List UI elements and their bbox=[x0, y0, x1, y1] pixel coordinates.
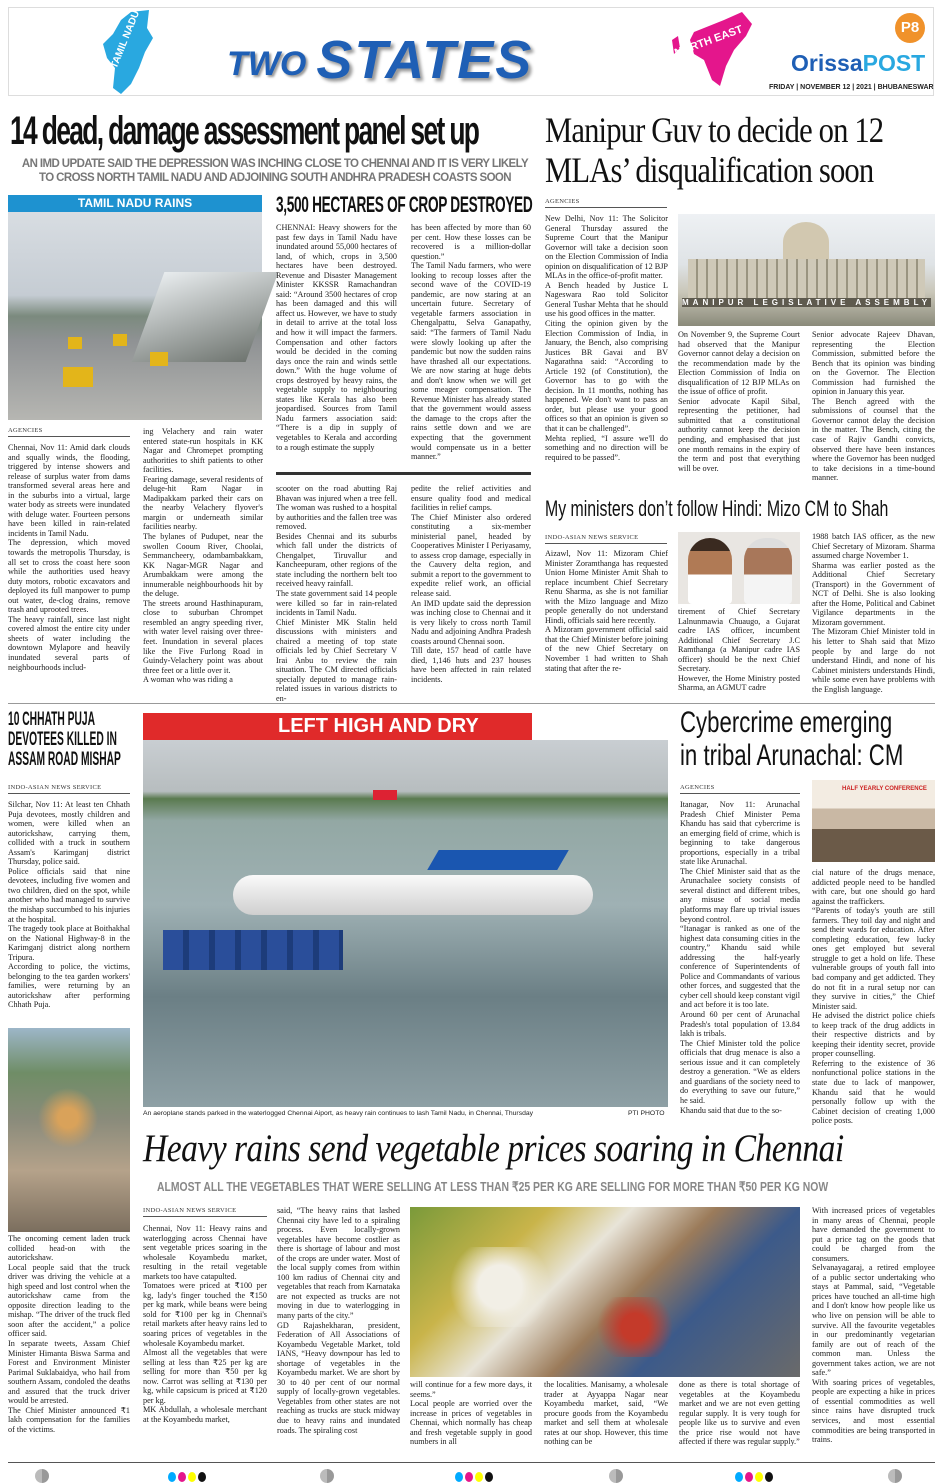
cybercrime-headline: Cybercrime emerging in tribal Arunachal: CM bbox=[680, 706, 904, 772]
photo-credit: PTI PHOTO bbox=[628, 1110, 665, 1117]
crop-col-1: CHENNAI: Heavy showers for the past few days in Tamil Nadu have inundated around 55,000 hectares of land, of which, crops in 3,500 hectares have been destroyed. Revenue and Disaster Management Minister KKSSR Ramachandran said: “Around 3500 hectares of crop has been damaged and this will affect us. However, we have to study in detail to arrive at the total loss and how it will impact the farmers. Compensation and other factors would be decided in the coming days once the rain and winds settle down.” With the huge volume of crops destroyed by heavy rains, the vegetable supply to neighbouring states like Kerala has also been jeopardised. Sources from Tamil Nadu farmers association said: “There is a dip in supply of vegetables to Kerala and according to a rough estimate the supply bbox=[276, 223, 397, 452]
vegetable-headline-box bbox=[143, 1126, 937, 1174]
zoramthanga-amit-shah-photo bbox=[678, 532, 800, 604]
chhath-headline: 10 CHHATH PUJA DEVOTEES KILLED IN ASSAM ROAD MISHAP bbox=[8, 709, 121, 770]
manipur-col-2: On November 9, the Supreme Court had observed that the Manipur Governor cannot delay a decision on the recommendation made by the Election Commission of India on disqualification of 12 BJP MLAs on the issue of office of profit. Senior advocate Kapil Sibal, representing the petitioner, had submitted that a constitutional authority cannot keep the decision pending, and emphasised that just one month remains in the expiry of the term and post that everything will be over. bbox=[678, 330, 800, 473]
conference-banner: HALF YEARLY CONFERENCE bbox=[842, 786, 927, 792]
mizo-headline-box bbox=[545, 496, 937, 524]
chhath-col-1: Silchar, Nov 11: At least ten Chhath Puja devotees, mostly children and women, were killed when an autorickshaw, carrying them, collided with a truck in southern Assam's Karimganj district Thursday, police said. Police officials said that nine devotees, including five women and two children, died on the spot, while another who had managed to survive the mishap succumbed to his injuries at the hospital. The tragedy took place at Boithakhal on the National Highway-8 in the Karimganj district along northern Tripura. According to police, the victims, belonging to the tea garden workers' families, were returning by an autorickshaw after performing Chhath Puja. bbox=[8, 800, 130, 1010]
dateline: FRIDAY | NOVEMBER 12 | 2021 | BHUBANESWAR bbox=[769, 84, 934, 91]
paper-logo: OrissaPOST bbox=[791, 50, 926, 76]
north-east-label: NORTH EAST bbox=[673, 23, 745, 60]
cmyk-marks bbox=[735, 1472, 773, 1482]
manipur-col-1: New Delhi, Nov 11: The Solicitor General Thursday assured the Supreme Court that the Manipur Governor will take a decision soon on the Election Commission of India opinion on disqualification of 12 BJP MLAs in the office-of-profit matter. A Bench headed by Justice L Nageswara Rao told Solicitor General Tushar Mehta that he should use his good offices in the matter. Citing the opinion given by the Election Commission of India, in January, the Bench, also comprising Justices BR Gavai and BV Nagarathna said: “According to Article 192 (of Constitution), the Governor has to go with the decision. In 11 months, nothing has happened. We don't want to pass an order, but please use your good offices so that an opinion is given so that it can be challenged”. Mehta replied, “I assure we'll do something and no direction will be required to be passed”. bbox=[545, 214, 668, 462]
tn-col-1: Chennai, Nov 11: Amid dark clouds and squally winds, the flooding, triggered by intense showers and release of surplus water from dams transformed several areas here and in the suburbs into a virtual, large water body as streets were inundated with deluge water. Fourteen persons have been killed in rain-related incidents in Tamil Nadu. The depression, which moved towards the metropolis Thursday, is all set to cross the coast here soon while the authorities used heavy duty motors, robotic excavators and deployed its full manpower to pump out water, de-clog drains, remove trash and uprooted trees. The heavy rainfall, since last night covered almost the entire city under sheets of water including the downtown Mylapore and heavily inundated several parts of neighbourhoods includ- bbox=[8, 443, 130, 672]
tamil-nadu-rains-label: TAMIL NADU RAINS bbox=[8, 195, 262, 212]
mizo-col-3: 1988 batch IAS officer, as the new Chief Secretary of Mizoram. Sharma assumed charge November 1. Sharma was earlier posted as the Additional Chief Secretary (Transport) in the Government of NCT of Delhi. She is also looking after the Home, Political and Cabinet Vigilance departments in the Mizoram government. The Mizoram Chief Minister told in his letter to Shah said that Mizo people by and large do not understand Hindi, and none of his Cabinet ministers understands Hindi, while some even have problems with the English language. bbox=[812, 532, 935, 694]
veg-col-5: done as there is total shortage of vegetables at the Koyambedu market and we are not even getting regular supply. It is very tough for people like us to survive and even the price rise would not have affected if there was regular supply.” bbox=[679, 1380, 800, 1447]
police-conference-photo bbox=[812, 780, 935, 862]
mizo-agency: INDO-ASIAN NEWS SERVICE bbox=[545, 534, 667, 544]
cmyk-marks bbox=[168, 1472, 206, 1482]
photo-caption: An aeroplane stands parked in the waterlogged Chennai Aiport, as heavy rain continues to lash Tamil Nadu, in Chennai, Thursday bbox=[143, 1110, 534, 1117]
cyber-col-2: cial nature of the drugs menace, addicted people need to be handled with care, but one should go hard against the traffickers. “Parents of today's youth are still farmers. They toil day and night and send their wards for education. After completing education, few lucky ones get employed but several struggle to get a hold on life. These vulnerable groups of youth fall into bad company and get addicted. They do not fit in a rural setup nor can they survive in cities,” the Chief Minister said. He advised the district police chiefs to keep track of the drug addicts in their respective districts and by keeping their identity secret, provide proper counselling. Referring to the existence of 36 nonfunctional police stations in the state due to lack of manpower, Khandu said that he would personally follow up with the Cabinet decision of creating 1,000 police posts. bbox=[812, 868, 935, 1126]
cmyk-marks bbox=[455, 1472, 493, 1482]
manipur-headline: Manipur Guv to decide on 12 MLAs’ disqualification soon bbox=[545, 110, 884, 190]
crop-col-2: has been affected by more than 60 per cent. How these losses can be recovered is a million-dollar question.” The Tamil Nadu farmers, who were looking to recoup losses after the second wave of the COVID-19 pandemic, are now staring at an uncertain future. Secretary of vegetable farmers association in Chengalpattu, Selva Ganapathy, said: “The farmers of Tamil Nadu were slowly looking up after the pandemic but now the sudden rains have thrashed all our expectations. We are now staring at huge debts and don't know when we will get some meager compensation. The Revenue Minister has already stated that the government would assess the damage to the crops after the rains settle down and we are expecting that the government would compensate us in a better manner.” bbox=[411, 223, 531, 462]
manipur-assembly-photo bbox=[678, 214, 935, 326]
manipur-headline-box bbox=[545, 110, 937, 192]
lead-subhead: AN IMD UPDATE SAID THE DEPRESSION WAS INCHING CLOSE TO CHENNAI AND IT IS VERY LIKELY TO CROSS NORTH TAMIL NADU AND ADJOINING SOUTH ANDHRA PRADESH COASTS SOON bbox=[21, 158, 529, 184]
mizo-col-2: tirement of Chief Secretary Lalnunmawia Chuaugo, a Gujarat cadre IAS officer, incumbent Additional Chief Secretary J.C Ramthanga (a Manipur cadre IAS officer) should be the next Chief Secretary. However, the Home Ministry posted Sharma, an AGMUT cadre bbox=[678, 607, 800, 693]
vegetable-subhead: ALMOST ALL THE VEGETABLES THAT WERE SELLING AT LESS THAN ₹25 PER KG ARE SELLING FOR MORE THAN ₹50 PER KG NOW bbox=[157, 1179, 829, 1194]
veg-col-4: the localities. Manisamy, a wholesale trader at Ayyappa Nagar near Koyambedu market, said, “We procure goods from the Koyambedu market and sell them at wholesale rates at our shop. However, this time nothing can be bbox=[544, 1380, 668, 1447]
tn-col-3: scooter on the road abutting Raj Bhavan was injured when a tree fell. The woman was rushed to a hospital by authorities and the fallen tree was removed. Besides Chennai and its suburbs which fall under the districts of Chengalpet, Tiruvallur and Kancheepuram, other regions of the state including the northern belt too received heavy rainfall. The state government said 14 people were killed so far in rain-related incidents in Tamil Nadu. Chief Minister MK Stalin held discussions with ministers and chaired a meeting of top state officials led by Chief Secretary V Irai Anbu to review the rain situation. The CM directed officials specially deputed to manage rain-related issues in various districts to en- bbox=[276, 484, 397, 704]
mizo-col-1: Aizawl, Nov 11: Mizoram Chief Minister Zoramthanga has requested Union Home Minister Amit Shah to replace incumbent Chief Secretary Renu Sharma, as she is not familiar with the Mizo language and Mizo people generally do not understand Hindi, officials said here recently. A Mizoram government official said that the Chief Minister before joining of the new Chief Secretary on November 1 had written to Shah stating that after the re- bbox=[545, 549, 668, 673]
assembly-sign: MANIPUR LEGISLATIVE ASSEMBLY bbox=[682, 298, 932, 307]
vegetable-headline: Heavy rains send vegetable prices soaring in Chennai bbox=[143, 1127, 844, 1170]
registration-mark bbox=[320, 1469, 334, 1483]
manipur-col-3: Senior advocate Rajeev Dhavan, representing the Election Commission, submitted before the Bench that its opinion was binding on the Governor. The Election Commission had furnished the opinion in January this year. The Bench agreed with the submissions of counsel that the Governor cannot delay the decision in the matter. The Bench, citing the case of Rajiv Gandhi convicts, observed there have been instances where the Governor has been nudged to take decisions in a time-bound manner. bbox=[812, 330, 935, 483]
cyber-col-1: Itanagar, Nov 11: Arunachal Pradesh Chief Minister Pema Khandu has said that cybercrime is an emerging field of crime, which is beginning to take dangerous proportions, especially in a tribal state like Arunachal. The Chief Minister said that as the Arunachalee society consists of several distinct and different tribes, any misuse of social media platforms may flare up trivial issues beyond control. “Itanagar is ranked as one of the highest data consuming cities in the country,” Khandu said while addressing the half-yearly conference of Superintendents of Police and Commandants of various other forces, and suggested that the cyber cell should keep constant vigil and act before it is too late. Around 60 per cent of Arunachal Pradesh's total population of 13.84 lakh is tribals. The Chief Minister told the police officials that drug menace is also a serious issue and it can completely destroy a generation. “We as elders and guardians of the society need to do everything to save our future,” he said. Khandu said that due to the so- bbox=[680, 800, 800, 1115]
crop-headline-box bbox=[276, 192, 532, 218]
divider bbox=[8, 703, 935, 704]
manipur-agency: AGENCIES bbox=[545, 198, 667, 208]
page-badge: P8 bbox=[895, 13, 925, 43]
chhath-col-2: The oncoming cement laden truck collided head-on with the autorickshaw. Local people said that the truck driver was driving the vehicle at a high speed and lost control when the autorickshaw came from the opposite direction leading to the mishap. “The driver of the truck fled soon after the accident,” a police officer said. In separate tweets, Assam Chief Minister Himanta Biswa Sarma and Forest and Environment Minister Parimal Suklabaidya, who hail from southern Assam, condoled the deaths and assured that the truck driver would be arrested. The Chief Minister announced ₹1 lakh compensation for the families of the victims. bbox=[8, 1234, 130, 1434]
divider bbox=[276, 472, 531, 475]
tn-agency: AGENCIES bbox=[8, 427, 130, 437]
veg-col-6: With increased prices of vegetables in many areas of Chennai, people have demanded the government to put a price tag on the goods that could be charged from the consumers. Selvanayagaraj, a retired employee of a public sector undertaking who stays at Pammal, said, “Vegetable prices have touched an all-time high and I don't know how people like us who live on pension will be able to survive. All the favourite vegetables in our predominantly vegetarian family are out of reach of the common man. Unless the government takes action, we are not safe.” With soaring prices of vegetables, people are expecting a hike in prices of essential commodities as well since rains have disrupted truck services, and most essential commodities are being transported in trains. bbox=[812, 1206, 935, 1445]
chennai-coast-photo bbox=[8, 212, 262, 420]
veg-agency: INDO-ASIAN NEWS SERVICE bbox=[143, 1207, 267, 1217]
registration-mark bbox=[35, 1469, 49, 1483]
veg-col-3: will continue for a few more days, it seems.” Local people are worried over the increase in prices of vegetables in Chennai, which normally has cheap and fresh vegetable supply in good numbers in all bbox=[410, 1380, 532, 1447]
registration-mark bbox=[609, 1469, 623, 1483]
section-title: TWO STATES bbox=[227, 30, 534, 90]
tamil-nadu-label: TAMIL NADU bbox=[109, 9, 143, 71]
cyber-agency: AGENCIES bbox=[680, 784, 800, 794]
lead-headline: 14 dead, damage assessment panel set up bbox=[10, 109, 479, 153]
registration-mark bbox=[888, 1469, 902, 1483]
mizo-headline: My ministers don’t follow Hindi: Mizo CM to Shah bbox=[545, 496, 889, 521]
vegetable-subhead-box bbox=[157, 1179, 937, 1196]
tn-col-2: ing Velachery and rain water entered state-run hospitals in KK Nagar and Chromepet prompting authorities to shift patients to other facilities. Fearing damage, several residents of deluge-hit Ram Nagar in Madipakkam parked their cars on the nearby Velachery flyover's margin or underneath similar facilities nearby. The bylanes of Pudupet, near the swollen Cooum River, Choolai, Semmancheery, odambambakkam, KK Nagar-MGR Nagar and Arumbakkam were among the innumerable neighbourhoods hit by the deluge. The streets around Hasthinapuram, close to suburban Chrompet resembled an angry speeding river, with water level raising over three-feet. Inundation in several places like the Five Furlong Road in Guindy-Velachery point was about three feet or a little over it. A woman who was riding a bbox=[143, 427, 263, 685]
chhath-agency: INDO-ASIAN NEWS SERVICE bbox=[8, 784, 130, 794]
left-high-dry-label: LEFT HIGH AND DRY bbox=[143, 713, 532, 740]
crop-headline: 3,500 HECTARES OF CROP DESTROYED bbox=[276, 192, 533, 217]
veg-col-2: said, “The heavy rains that lashed Chennai city have led to a spiraling process. Even locally-grown vegetables have become costlier as there is shortage of labour and most of the crops are under water. Most of the local supply comes from within 100 km radius of Chennai city and vegetables that reach from Karnataka are not expected as trucks are not moving in due to waterlogging in many parts of the city.” GD Rajashekharan, president, Federation of All Associations of Koyambedu Vegetable Market, told IANS, “Heavy downpour has led to shortage of vegetables in the Koyambedu market. We are short by 30 to 40 per cent of our normal supply of locally-grown vegetables. Vegetables from other states are not reaching as trucks are stuck midway due to heavy rains and inundated roads. The spiraling cost bbox=[277, 1206, 400, 1435]
bottom-divider bbox=[8, 1462, 935, 1463]
vegetable-market-photo bbox=[410, 1207, 800, 1377]
chhath-puja-photo bbox=[8, 1028, 130, 1232]
masthead bbox=[8, 7, 934, 96]
tn-col-4: pedite the relief activities and ensure quality food and medical facilities in relief camps. The Chief Minister also ordered constituting a six-member ministerial panel, headed by Cooperatives Minister I Periyasamy, to assess crop damage, especially in the Cauvery delta region, and submit a report to the government to expedite relief work, an official release said. An IMD update said the depression was inching close to Chennai and it is very likely to cross north Tamil Nadu and adjoining Andhra Pradesh coasts around Chennai soon. Till date, 157 head of cattle have died, 1,146 huts and 237 houses have been affected in rain related incidents. bbox=[411, 484, 531, 684]
chennai-airport-photo bbox=[143, 740, 668, 1107]
veg-col-1: Chennai, Nov 11: Heavy rains and waterlogging across Chennai have sent vegetable prices soaring in the wholesale Koyambedu market, resulting in the retail vegetable markets too have catapulted. Tomatoes were priced at ₹100 per kg, lady's finger touched the ₹150 per kg mark, while beans were being sold for ₹100 per kg in Chennai's retail markets after heavy rains led to soaring prices of vegetables in the wholesale Koyambedu market. Almost all the vegetables that were selling at less than ₹25 per kg are selling for more than ₹50 per kg now. Carrot was selling at ₹130 per kg, while capsicum is priced at ₹120 per kg. MK Abdullah, a wholesale merchant at the Koyambedu market, bbox=[143, 1224, 267, 1424]
